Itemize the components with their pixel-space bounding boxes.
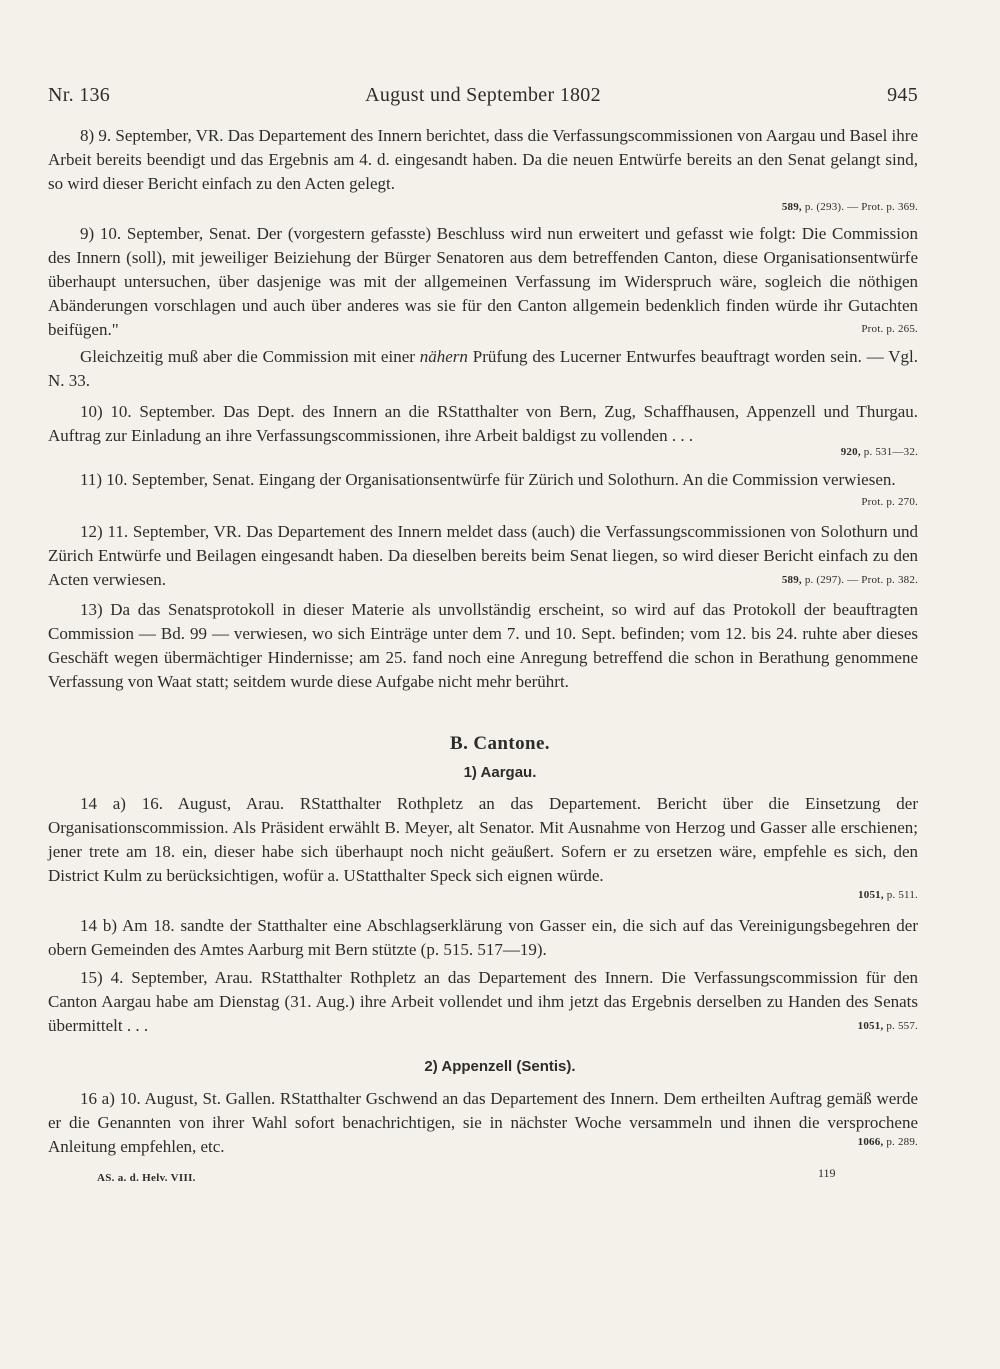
entry-14b <box>48 914 918 962</box>
reference-text: p. 531—32. <box>860 446 918 458</box>
entry-11-reference <box>861 496 918 508</box>
entry-9 <box>48 222 918 342</box>
reference-text: p. (297). — Prot. p. 382. <box>801 574 918 586</box>
entry-text: 16 a) 10. August, St. Gallen. RStatthalter Gschwend an das Departement des Innern. Dem ertheilten Auftrag gemäß werde er die Genannten von ihrer Wahl sofort benachrichtigen, sie in nächster Woche versammeln und ihnen die versprochene Anleitung empfehlen, etc. <box>48 1089 918 1156</box>
entry-text: 11) 10. September, Senat. Eingang der Organisationsentwürfe für Zürich und Solothurn. An die Commission verwiesen. <box>80 470 896 489</box>
reference-text: p. 557. <box>883 1020 918 1032</box>
reference-number: 1051, <box>857 1020 884 1032</box>
entry-12-reference <box>782 574 918 586</box>
entry-15-reference <box>858 1020 918 1032</box>
page-number: 945 <box>887 84 918 106</box>
entry-text: 15) 4. September, Arau. RStatthalter Rothpletz an das Departement des Innern. Die Verfassungscommission für den Canton Aargau habe am Dienstag (31. Aug.) ihre Arbeit vollendet und ihm jetzt das Ergebnis derselben zu Handen des Senats übermittelt . . . <box>48 968 918 1035</box>
footer-signature: AS. a. d. Helv. VIII. <box>97 1172 196 1184</box>
entry-text: 10) 10. September. Das Dept. des Innern an die RStatthalter von Bern, Zug, Schaffhausen, Appenzell und Thurgau. Auftrag zur Einladung an ihre Verfassungscommissionen, ihre Arbeit baldigst zu vollenden . . . <box>48 402 918 445</box>
entry-text: 9) 10. September, Senat. Der (vorgestern gefasste) Beschluss wird nun erweitert und gefasst wie folgt: Die Commission des Innern (soll), mit jeweiliger Beiziehung der Bürger Senatoren aus dem betreffenden Canton, diese Organisationsentwürfe überhaupt untersuchen, über dasjenige was mit der allgemeinen Verfassung im Widerspruch wäre, sogleich die nöthigen Abänderungen vorschlagen und auch über anderes was sie für den Canton allgemein bedenklich finden würde ihr Gutachten beifügen." <box>48 224 918 339</box>
entry-16a-reference <box>858 1136 918 1148</box>
entry-text: 14 b) Am 18. sandte der Statthalter eine Abschlagserklärung von Gasser ein, die sich auf das Vereinigungsbegehren der obern Gemeinden des Amtes Aarburg mit Bern stützte (p. 515. 517—19). <box>48 916 918 959</box>
entry-8-reference <box>782 201 918 213</box>
page-header <box>48 84 918 110</box>
subsection-heading-appenzell: 2) Appenzell (Sentis). <box>424 1058 576 1075</box>
entry-13 <box>48 598 918 694</box>
reference-number: 589, <box>781 201 802 213</box>
footer-sheet-number: 119 <box>818 1166 836 1180</box>
entry-10 <box>48 400 918 448</box>
reference-number: 589, <box>781 574 802 586</box>
subsection-heading-aargau: 1) Aargau. <box>463 764 537 781</box>
entry-14a-reference <box>858 889 918 901</box>
entry-9-note <box>48 345 918 393</box>
entry-16a <box>48 1087 918 1159</box>
note-text-emphasis: nähern <box>419 347 468 366</box>
reference-text: Prot. p. 270. <box>861 496 918 508</box>
entry-11 <box>48 468 918 492</box>
entry-9-reference <box>861 323 918 335</box>
note-text-before: Gleichzeitig muß aber die Commission mit einer <box>80 347 420 366</box>
entry-text: 13) Da das Senatsprotokoll in dieser Materie als unvollständig erscheint, so wird auf das Protokoll der beauftragten Commission — Bd. 99 — verwiesen, wo sich Einträge unter dem 7. und 10. Sept. befinden; vom 12. bis 24. ruhte aber dieses Geschäft wegen übermächtiger Hindernisse; am 25. fand noch eine Anregung betreffend die schon in Berathung genommene Verfassung von Waat statt; seitdem wurde diese Aufgabe nicht mehr berührt. <box>48 600 918 691</box>
reference-number: 1066, <box>857 1136 884 1148</box>
entry-text: 8) 9. September, VR. Das Departement des Innern berichtet, dass die Verfassungscommissionen von Aargau und Basel ihre Arbeit bereits beendigt und das Ergebnis am 4. d. eingesandt haben. Da die neuen Entwürfe bereits an den Senat gelangt sind, so wird dieser Bericht einfach zu den Acten gelegt. <box>48 126 918 193</box>
running-title: August und September 1802 <box>365 84 601 106</box>
entry-8 <box>48 124 918 196</box>
entry-10-reference <box>841 446 918 458</box>
reference-number: 1051, <box>858 889 884 901</box>
reference-text: p. 289. <box>883 1136 918 1148</box>
reference-text: Prot. p. 265. <box>861 323 918 335</box>
note-text-after: Prüfung des Lucerner Entwurfes beauftragt worden sein. — Vgl. N. 33. <box>48 347 918 390</box>
entry-text: 12) 11. September, VR. Das Departement des Innern meldet dass (auch) die Verfassungscommissionen von Solothurn und Zürich Entwürfe und Beilagen eingesandt haben. Da dieselben bereits beim Senat liegen, so wird dieser Bericht einfach zu den Acten verwiesen. <box>48 522 918 589</box>
entry-text <box>48 345 918 393</box>
reference-text: p. (293). — Prot. p. 369. <box>801 201 918 213</box>
section-heading: B. Cantone. <box>450 733 550 754</box>
entry-text: 14 a) 16. August, Arau. RStatthalter Rothpletz an das Departement. Bericht über die Einsetzung der Organisationscommission. Als Präsident erwählt B. Meyer, alt Senator. Mit Ausnahme von Herzog und Gasser alle erschienen; jener trete am 18. ein, dieser habe sich überhaupt noch nicht geäußert. Sofern er zu ersetzen wäre, empfehle es sich, den District Kulm zu berücksichtigen, wofür a. UStatthalter Speck sich eignen würde. <box>48 794 918 885</box>
entry-15 <box>48 966 918 1038</box>
document-number: Nr. 136 <box>48 84 111 106</box>
reference-number: 920, <box>840 446 861 458</box>
entry-14a <box>48 792 918 888</box>
reference-text: p. 511. <box>883 889 918 901</box>
